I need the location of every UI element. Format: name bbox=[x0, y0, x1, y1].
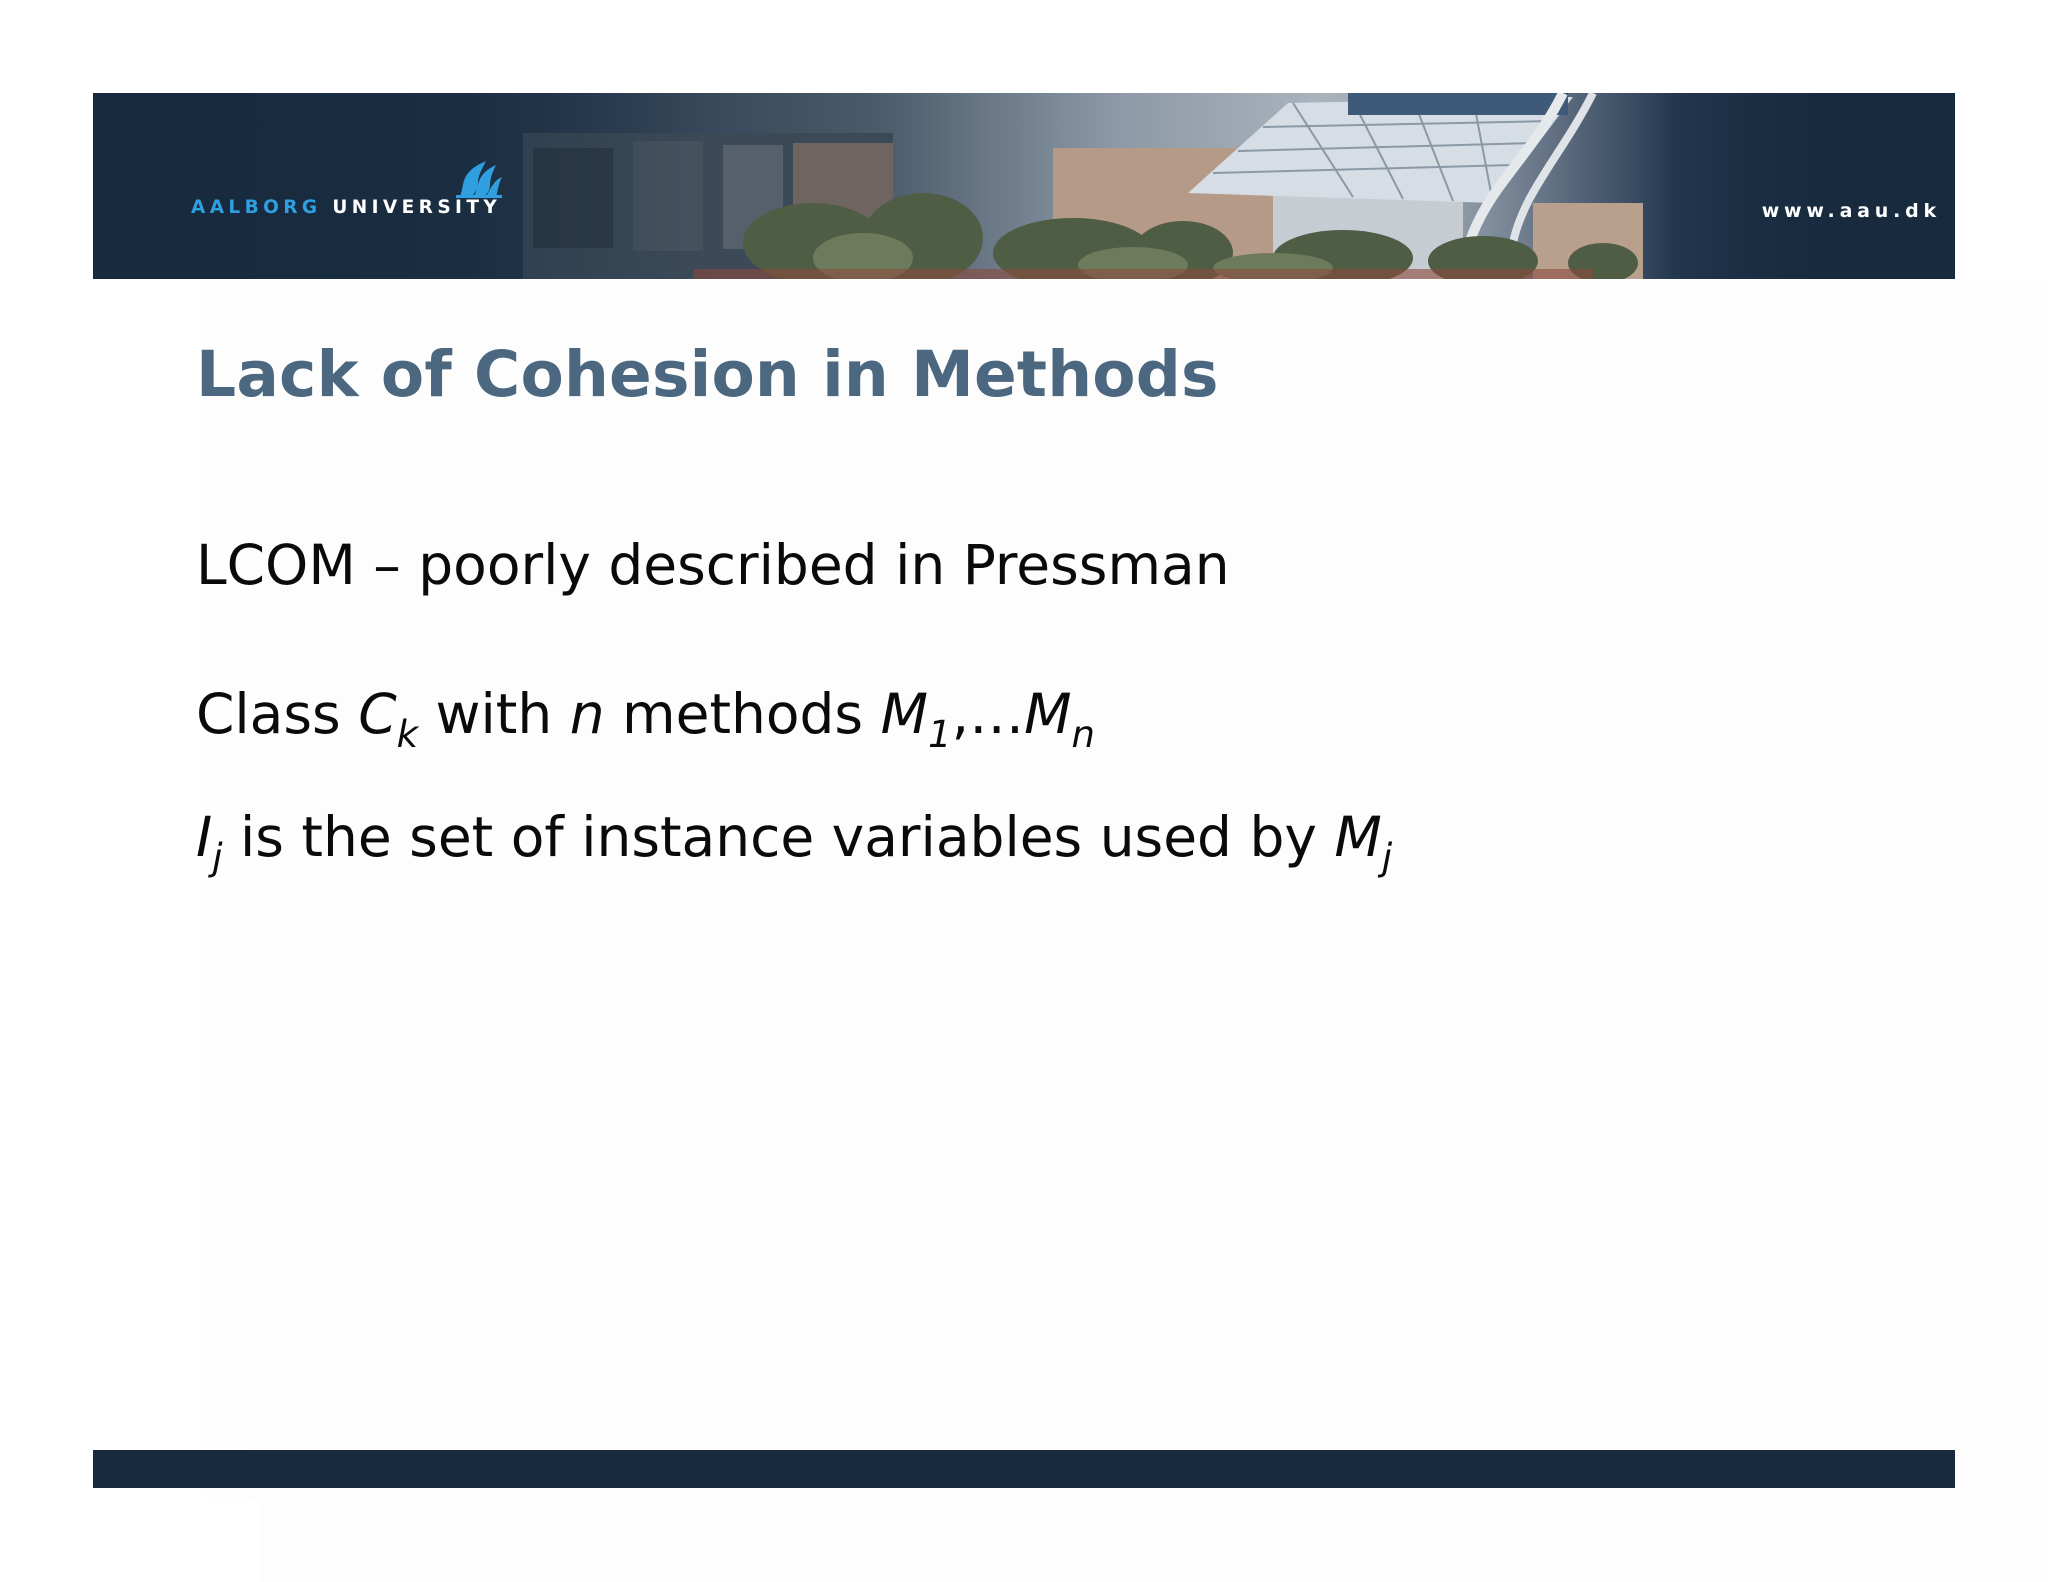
class-symbol: C bbox=[358, 682, 397, 746]
mn-symbol: M bbox=[1024, 682, 1072, 746]
bullet-line-instance-variables bbox=[196, 805, 1393, 879]
class-subscript: k bbox=[396, 713, 419, 756]
m1-symbol: M bbox=[880, 682, 929, 746]
instance-variables-text: is the set of instance variables used by bbox=[222, 805, 1335, 869]
slide-title: Lack of Cohesion in Methods bbox=[196, 338, 1219, 411]
website-url[interactable]: www.aau.dk bbox=[1761, 200, 1941, 222]
class-prefix: Class bbox=[196, 682, 359, 746]
mj-symbol: M bbox=[1334, 805, 1382, 869]
m1-subscript: 1 bbox=[928, 713, 952, 756]
mn-subscript: n bbox=[1071, 713, 1095, 756]
aalborg-university-logo[interactable] bbox=[191, 159, 571, 249]
aau-wave-logo-icon bbox=[456, 159, 502, 199]
class-middle-with: with bbox=[418, 682, 570, 746]
header-banner bbox=[93, 93, 1955, 279]
content-background bbox=[262, 280, 2048, 1582]
i-subscript: j bbox=[212, 836, 223, 879]
mj-subscript: j bbox=[1381, 836, 1393, 879]
content-background-fade bbox=[190, 280, 262, 1500]
logo-word-university: UNIVERSITY bbox=[332, 197, 502, 218]
i-symbol: I bbox=[196, 805, 213, 869]
logo-word-aalborg: AALBORG bbox=[191, 197, 322, 218]
bullet-line-lcom bbox=[196, 535, 1230, 596]
footer-bar bbox=[93, 1450, 1955, 1488]
lcom-text: LCOM – poorly described in Pressman bbox=[196, 533, 1230, 597]
n-symbol: n bbox=[569, 682, 605, 746]
class-middle-methods: methods bbox=[604, 682, 881, 746]
logo-wordmark bbox=[191, 197, 501, 218]
method-separator: ,… bbox=[951, 682, 1025, 746]
bullet-line-class bbox=[196, 682, 1095, 756]
